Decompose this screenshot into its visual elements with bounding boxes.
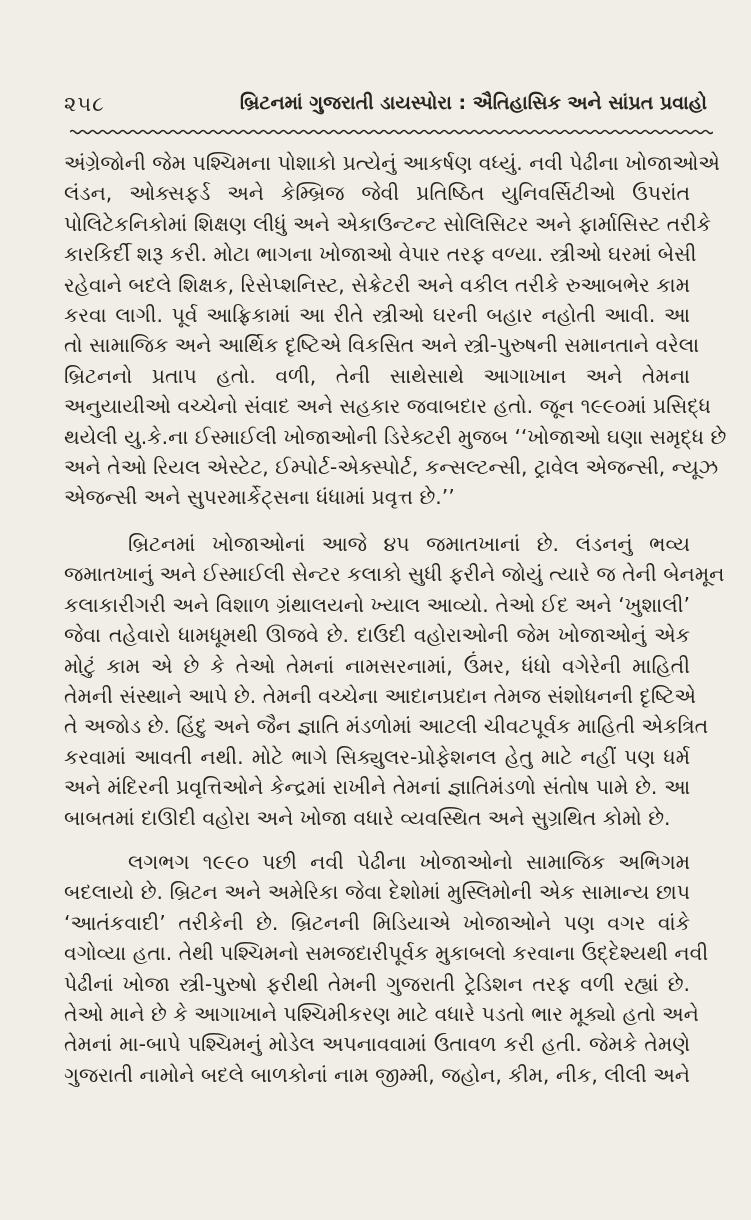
text-line: તેઓ માને છે કે આગાખાને પશ્ચિમીકરણ માટે વધારે પડતો ભાર મૂક્યો હતો અને — [64, 1001, 699, 1026]
text-line: બદલાયો છે. બ્રિટન અને અમેરિકા જેવા દેશોમાં મુસ્લિમોની એક સામાન્ય છાપ — [64, 880, 690, 905]
text-line: તે અજોડ છે. હિંદુ અને જૈન જ્ઞાતિ મંડળોમાં આટલી ચીવટપૂર્વક માહિતી એકત્રિત — [64, 714, 709, 739]
text-line: વગોવ્યા હતા. તેથી પશ્ચિમનો સમજદારીપૂર્વક મુકાબલો કરવાના ઉદ્દેશ્યથી નવી — [64, 941, 709, 966]
paragraph — [64, 148, 727, 513]
text-line: તેમનાં મા-બાપે પશ્ચિમનું મોડેલ અપનાવવામાં ઉતાવળ કરી હતી. જેમકે તેમણે — [64, 1032, 690, 1057]
text-line: ગુજરાતી નામોને બદલે બાળકોનાં નામ જીમ્મી, જહોન, કીમ, નીક, લીલી અને — [64, 1062, 690, 1087]
page-number: ૨૫૮ — [64, 92, 105, 116]
header-wavy-rule — [70, 128, 713, 136]
text-line: કરવામાં આવતી નથી. મોટે ભાગે સિક્યુલર-પ્રોફેશનલ હેતુ માટે નહીં પણ ધર્મ — [64, 744, 690, 769]
text-line: પોલિટેકનિકોમાં શિક્ષણ લીધું અને એકાઉન્ટન્ટ સોલિસિટર અને ફાર્માસિસ્ટ તરીકે — [64, 211, 711, 236]
text-line: જમાતખાનું અને ઈસ્માઈલી સેન્ટર કલાકો સુધી ફરીને જોયું ત્યારે જ તેની બેનમૂન — [64, 562, 725, 587]
text-line: અનુયાયીઓ વચ્ચેનો સંવાદ અને સહકાર જવાબદાર હતો. જૂન ૧૯૯૦માં પ્રસિદ્ધ — [64, 394, 711, 419]
text-line: અને મંદિરની પ્રવૃત્તિઓને કેન્દ્રમાં રાખીને તેમનાં જ્ઞાતિમંડળો સંતોષ પામે છે. આ — [64, 775, 690, 800]
text-line: જેવા તહેવારો ધામધૂમથી ઊજવે છે. દાઉદી વહોરાઓની જેમ ખોજાઓનું એક — [64, 623, 690, 648]
paragraph — [64, 529, 725, 833]
wavy-rule-graphic — [70, 128, 713, 136]
text-line: અંગ્રેજોની જેમ પશ્ચિમના પોશાકો પ્રત્યેનું આકર્ષણ વધ્યું. નવી પેઢીના ખોજાઓએ — [64, 151, 720, 175]
text-line: કારકિર્દી શરૂ કરી. મોટા ભાગના ખોજાઓ વેપાર તરફ વળ્યા. સ્ત્રીઓ ઘરમાં બેસી — [64, 242, 697, 267]
text-line: બાબતમાં દાઊદી વહોરા અને ખોજા વધારે વ્યવસ્થિત અને સુગ્રથિત કોમો છે. — [64, 805, 671, 830]
text-line: કલાકારીગરી અને વિશાળ ગ્રંથાલયનો ખ્યાલ આવ્યો. તેઓ ઈદ અને ‘ખુશાલી’ — [64, 592, 690, 617]
text-line: ‘આતંકવાદી’ તરીકેની છે. બ્રિટનની મિડિયાએ ખોજાઓને પણ વગર વાંકે — [64, 910, 690, 935]
text-line: એજન્સી અને સુપરમાર્કેટ્સના ધંધામાં પ્રવૃત્ત છે.’’ — [64, 485, 455, 510]
text-line: લંડન, ઓક્સફર્ડ અને કેમ્બ્રિજ જેવી પ્રતિષ્ઠિત યુનિવર્સિટીઓ ઉપરાંત — [64, 181, 690, 206]
text-line: મોટું કામ એ છે કે તેઓ તેમનાં નામસરનામાં, ઉંમર, ધંધો વગેરેની માહિતી — [64, 653, 690, 678]
text-line: તેમની સંસ્થાને આપે છે. તેમની વચ્ચેના આદાનપ્રદાન તેમજ સંશોધનની દૃષ્ટિએ — [64, 683, 696, 708]
body-text — [64, 148, 727, 1090]
text-line: બ્રિટનમાં ખોજાઓનાં આજે ૪૫ જમાતખાનાં છે. લંડનનું ભવ્ય — [128, 531, 690, 556]
text-line: બ્રિટનનો પ્રતાપ હતો. વળી, તેની સાથેસાથે આગાખાન અને તેમના — [64, 363, 690, 388]
text-line: કરવા લાગી. પૂર્વ આફ્રિકામાં આ રીતે સ્ત્રીઓ ઘરની બહાર નહોતી આવી. આ — [64, 303, 690, 328]
text-line: અને તેઓ રિયલ એસ્ટેટ, ઈમ્પોર્ટ-એક્સ્પોર્ટ, કન્સલ્ટન્સી, ટ્રાવેલ એજન્સી, ન્યૂઝ — [64, 455, 719, 480]
text-line: તો સામાજિક અને આર્થિક દૃષ્ટિએ વિકસિત અને સ્ત્રી-પુરુષની સમાનતાને વરેલા — [64, 333, 700, 358]
text-line: થયેલી યુ.કે.ના ઈસ્માઈલી ખોજાઓની ડિરેક્ટરી મુજબ ‘‘ખોજાઓ ઘણા સમૃદ્ધ છે — [64, 424, 727, 449]
text-line: રહેવાને બદલે શિક્ષક, રિસેપ્શનિસ્ટ, સેક્રેટરી અને વકીલ તરીકે રુઆબભેર કામ — [64, 272, 690, 297]
text-line: લગભગ ૧૯૯૦ પછી નવી પેઢીના ખોજાઓનો સામાજિક અભિગમ — [128, 849, 690, 874]
text-line: પેઢીનાં ખોજા સ્ત્રી-પુરુષો ફરીથી તેમની ગુજરાતી ટ્રેડિશન તરફ વળી રહ્યાં છે. — [64, 971, 690, 996]
paragraph — [64, 847, 709, 1090]
running-head: બ્રિટનમાં ગુજરાતી ડાયસ્પોરા : ઐતિહાસિક અને સાંપ્રત પ્રવાહો — [239, 92, 707, 114]
page-header — [64, 92, 707, 128]
